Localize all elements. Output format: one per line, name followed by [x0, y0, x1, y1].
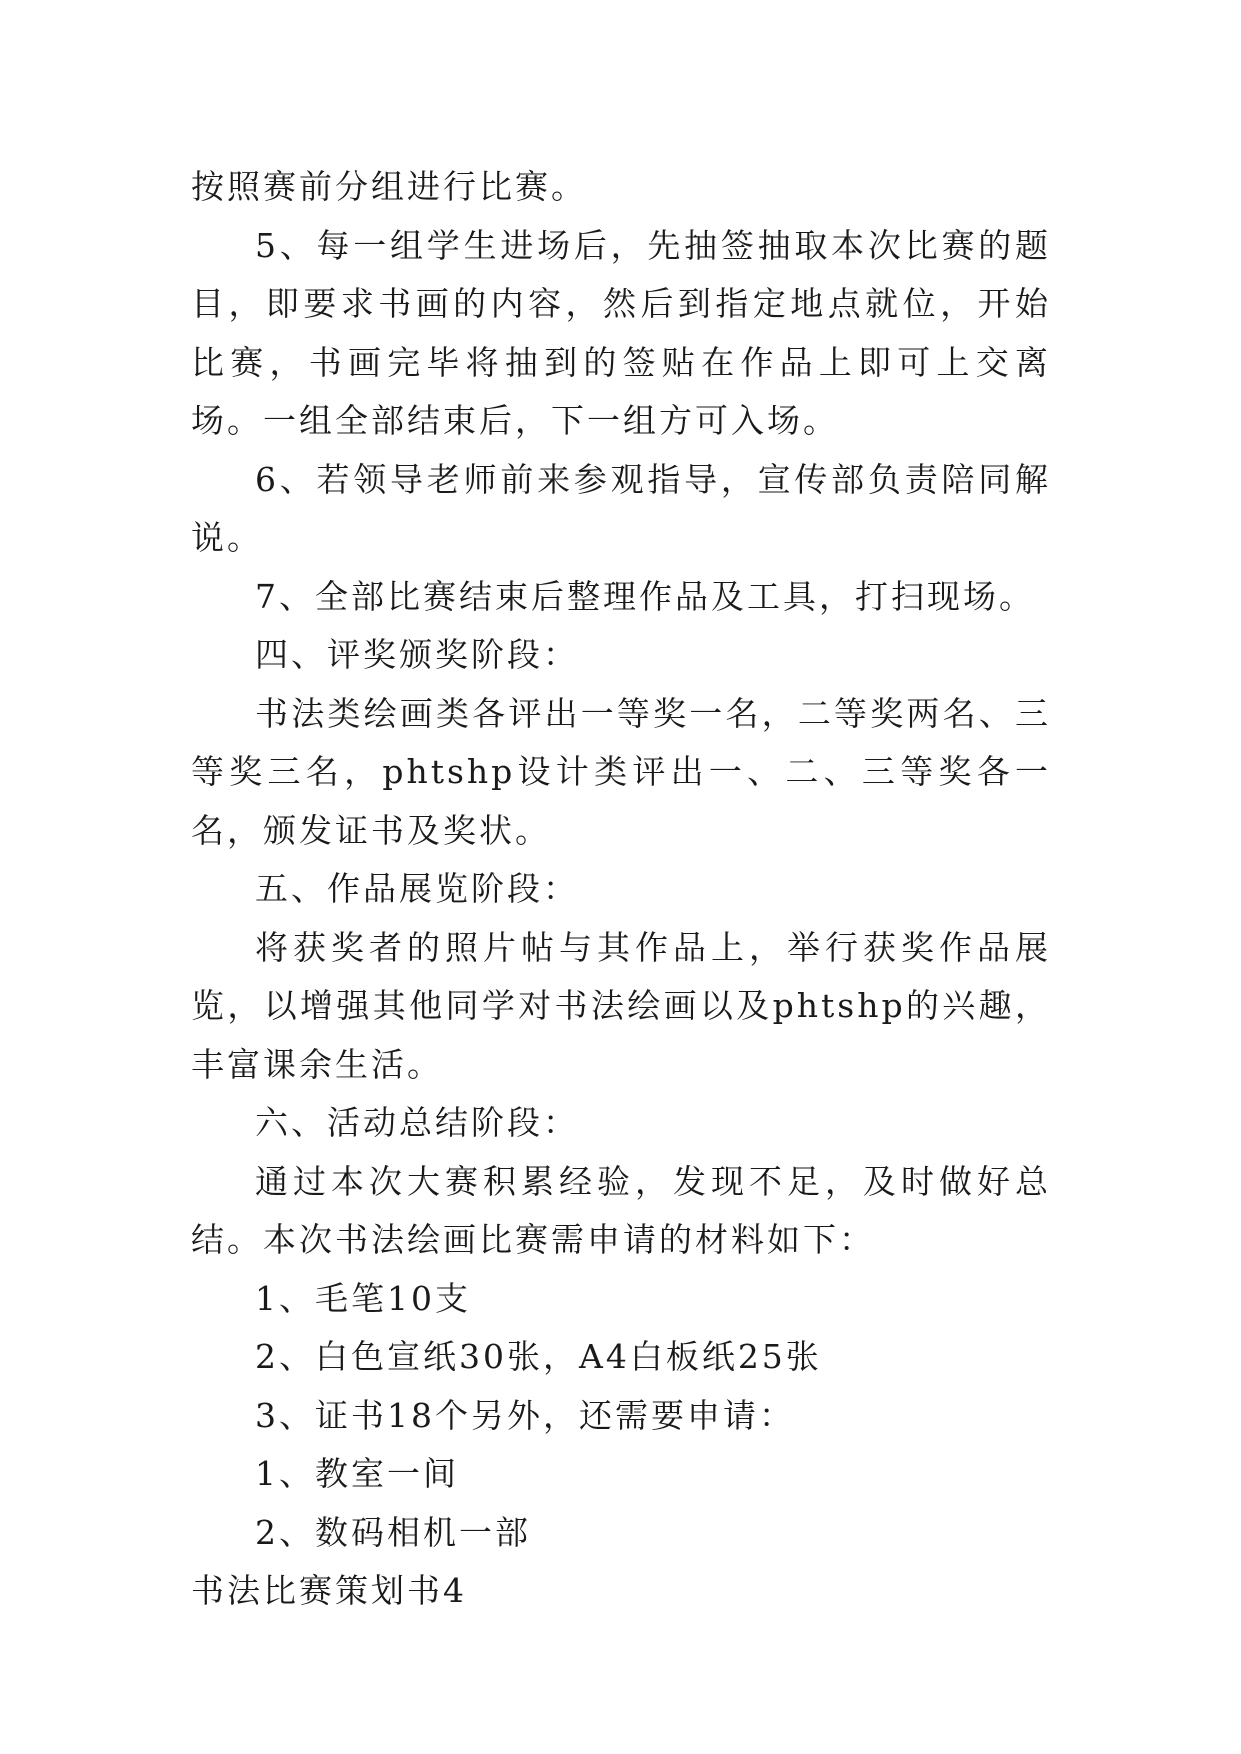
paragraph: 通过本次大赛积累经验，发现不足，及时做好总结。本次书法绘画比赛需申请的材料如下： — [191, 1161, 1051, 1259]
document-body — [191, 158, 1051, 1621]
paragraph: 按照赛前分组进行比赛。 — [191, 167, 587, 206]
paragraph: 将获奖者的照片帖与其作品上，举行获奖作品展览，以增强其他同学对书法绘画以及phtshp的兴趣，丰富课余生活。 — [191, 927, 1051, 1084]
section-heading: 四、评奖颁奖阶段： — [255, 635, 579, 674]
paragraph: 5、每一组学生进场后，先抽签抽取本次比赛的题目，即要求书画的内容，然后到指定地点就位，开始比赛，书画完毕将抽到的签贴在作品上即可上交离场。一组全部结束后，下一组方可入场。 — [191, 225, 1051, 440]
section-heading: 六、活动总结阶段： — [255, 1103, 579, 1142]
paragraph: 书法类绘画类各评出一等奖一名，二等奖两名、三等奖三名，phtshp设计类评出一、二、三等奖各一名，颁发证书及奖状。 — [191, 693, 1051, 850]
paragraph: 7、全部比赛结束后整理作品及工具，打扫现场。 — [255, 576, 1035, 616]
section-heading: 五、作品展览阶段： — [255, 869, 579, 908]
list-item: 3、证书18个另外，还需要申请： — [255, 1395, 795, 1435]
list-item: 1、毛笔10支 — [255, 1278, 471, 1318]
list-item: 1、教室一间 — [255, 1454, 459, 1493]
list-item: 2、白色宣纸30张，A4白板纸25张 — [255, 1337, 822, 1376]
document-section-title: 书法比赛策划书4 — [191, 1571, 467, 1610]
paragraph: 6、若领导老师前来参观指导，宣传部负责陪同解说。 — [191, 459, 1051, 557]
list-item: 2、数码相机一部 — [255, 1512, 531, 1552]
